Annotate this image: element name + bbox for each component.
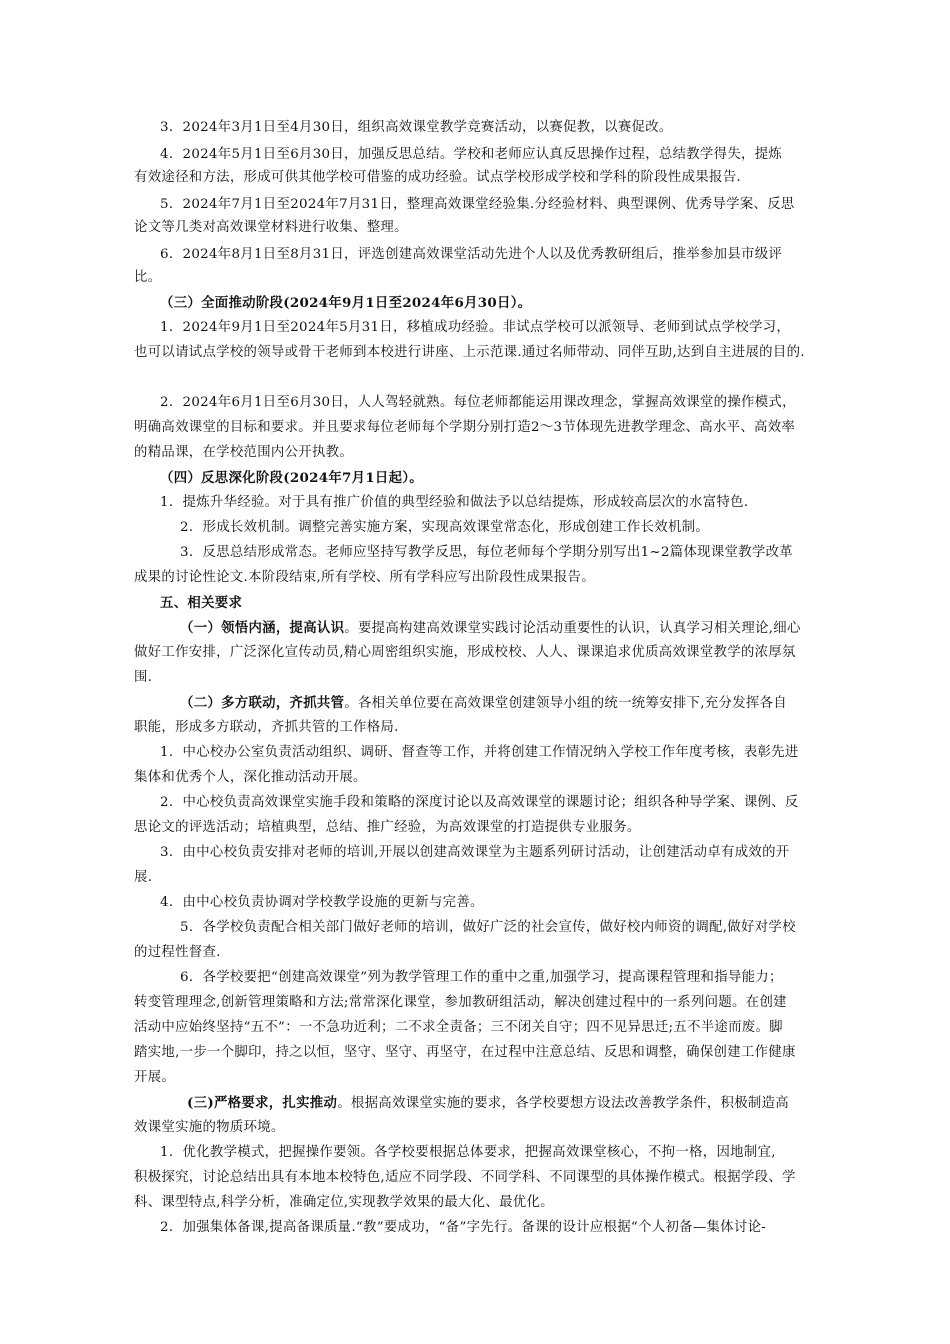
text-line: 职能，形成多方联动，齐抓共管的工作格局. xyxy=(134,720,399,735)
text-line: 转变管理理念,创新管理策略和方法;常常深化课堂，参加教研组活动，解决创建过程中的一系列问题。在创建 xyxy=(134,995,787,1010)
text-line: 3．反思总结形成常态。老师应坚持写教学反思，每位老师每个学期分别写出1~2篇体现课堂教学改革 xyxy=(180,545,793,560)
section-title: 五、相关要求 xyxy=(160,595,243,611)
text-line: 有效途径和方法，形成可供其他学校可借鉴的成功经验。试点学校形成学校和学科的阶段性成果报告. xyxy=(134,170,741,185)
text-line: 3．由中心校负责安排对老师的培训,开展以创建高效课堂为主题系列研讨活动，让创建活动卓有成效的开 xyxy=(160,845,790,860)
text-line: 围. xyxy=(134,670,153,685)
section-heading: （四）反思深化阶段(2024年7月1日起）。 xyxy=(160,470,423,486)
text-line: 5．2024年7月1日至2024年7月31日，整理高效课堂经验集.分经验材料、典型课例、优秀导学案、反思 xyxy=(160,197,795,212)
text-line: 6．各学校要把“创建高效课堂”列为教学管理工作的重中之重,加强学习，提高课程管理和指导能力； xyxy=(180,970,783,985)
text-line: 2．2024年6月1日至6月30日，人人驾轻就熟。每位老师都能运用课改理念，掌握高效课堂的操作模式， xyxy=(160,395,796,410)
paragraph-line xyxy=(187,1093,789,1114)
text-line: 展. xyxy=(134,870,153,885)
paragraph-line xyxy=(180,618,801,639)
paragraph-line xyxy=(180,693,787,714)
paragraph-lead: （二）多方联动，齐抓共管 xyxy=(180,695,345,711)
paragraph-text: 。根据高效课堂实施的要求，各学校要想方设法改善教学条件，积极制造高 xyxy=(337,1096,789,1111)
paragraph-lead: (三)严格要求，扎实推动 xyxy=(187,1095,338,1111)
text-line: 比。 xyxy=(134,270,162,285)
text-line: 也可以请试点学校的领导或骨干老师到本校进行讲座、上示范课.通过名师带动、同伴互助,达到自主进展的目的. xyxy=(134,345,805,360)
text-line: 2．加强集体备课,提高备课质量.“教”要成功，“备”字先行。备课的设计应根据“个人初备—集体讨论- xyxy=(160,1220,767,1235)
text-line: 2．形成长效机制。调整完善实施方案，实现高效课堂常态化，形成创建工作长效机制。 xyxy=(180,520,710,535)
text-line: 论文等几类对高效课堂材料进行收集、整理。 xyxy=(134,220,408,235)
text-line: 的精品课，在学校范围内公开执教。 xyxy=(134,445,354,460)
text-line: 明确高效课堂的目标和要求。并且要求每位老师每个学期分别打造2～3节体现先进教学理念、高水平、高效率 xyxy=(134,420,796,435)
text-line: 1．提炼升华经验。对于具有推广价值的典型经验和做法予以总结提炼，形成较高层次的水富特色. xyxy=(160,495,749,510)
text-line: 6．2024年8月1日至8月31日，评选创建高效课堂活动先进个人以及优秀教研组后，推举参加县市级评 xyxy=(160,247,783,262)
text-line: 5．各学校负责配合相关部门做好老师的培训，做好广泛的社会宣传，做好校内师资的调配,做好对学校 xyxy=(180,920,796,935)
text-line: 4．2024年5月1日至6月30日，加强反思总结。学校和老师应认真反思操作过程，总结教学得失，提炼 xyxy=(160,147,783,162)
paragraph-lead: （一）领悟内涵，提高认识 xyxy=(180,620,345,636)
text-line: 活动中应始终坚持“五不”：一不急功近利；二不求全责备；三不闭关自守；四不见异思迁;五不半途而废。脚 xyxy=(134,1020,783,1035)
paragraph-text: 。要提高构建高效课堂实践讨论活动重要性的认识，认真学习相关理论,细心 xyxy=(344,621,801,636)
text-line: 积极探究，讨论总结出具有本地本校特色,适应不同学段、不同学科、不同课型的具体操作模式。根据学段、学 xyxy=(134,1170,796,1185)
text-line: 科、课型特点,科学分析，准确定位,实现教学效果的最大化、最优化。 xyxy=(134,1195,554,1210)
text-line: 1．2024年9月1日至2024年5月31日，移植成功经验。非试点学校可以派领导、老师到试点学校学习， xyxy=(160,320,791,335)
text-line: 踏实地,一步一个脚印，持之以恒，坚守、坚守、再坚守，在过程中注意总结、反思和调整，确保创建工作健康 xyxy=(134,1045,796,1060)
text-line: 1．优化教学模式，把握操作要领。各学校要根据总体要求，把握高效课堂核心，不拘一格，因地制宜, xyxy=(160,1145,776,1160)
text-line: 3．2024年3月1日至4月30日，组织高效课堂教学竞赛活动，以赛促教，以赛促改。 xyxy=(160,120,673,135)
text-line: 思论文的评选活动；培植典型，总结、推广经验，为高效课堂的打造提供专业服务。 xyxy=(134,820,641,835)
text-line: 集体和优秀个人，深化推动活动开展。 xyxy=(134,770,367,785)
text-line: 2．中心校负责高效课堂实施手段和策略的深度讨论以及高效课堂的课题讨论；组织各种导学案、课例、反 xyxy=(160,795,799,810)
text-line: 成果的讨论性论文.本阶段结束,所有学校、所有学科应写出阶段性成果报告。 xyxy=(134,570,595,585)
text-line: 1．中心校办公室负责活动组织、调研、督查等工作，并将创建工作情况纳入学校工作年度考核，表彰先进 xyxy=(160,745,799,760)
text-line: 4．由中心校负责协调对学校教学设施的更新与完善。 xyxy=(160,895,484,910)
text-line: 做好工作安排，广泛深化宣传动员,精心周密组织实施，形成校校、人人、课课追求优质高效课堂教学的浓厚氛 xyxy=(134,645,796,660)
text-line: 效课堂实施的物质环境。 xyxy=(134,1120,285,1135)
text-line: 开展。 xyxy=(134,1070,176,1085)
text-line: 的过程性督查. xyxy=(134,945,221,960)
paragraph-text: 。各相关单位要在高效课堂创建领导小组的统一统筹安排下,充分发挥各自 xyxy=(344,696,787,711)
section-heading: （三）全面推动阶段(2024年9月1日至2024年6月30日）。 xyxy=(160,295,532,311)
